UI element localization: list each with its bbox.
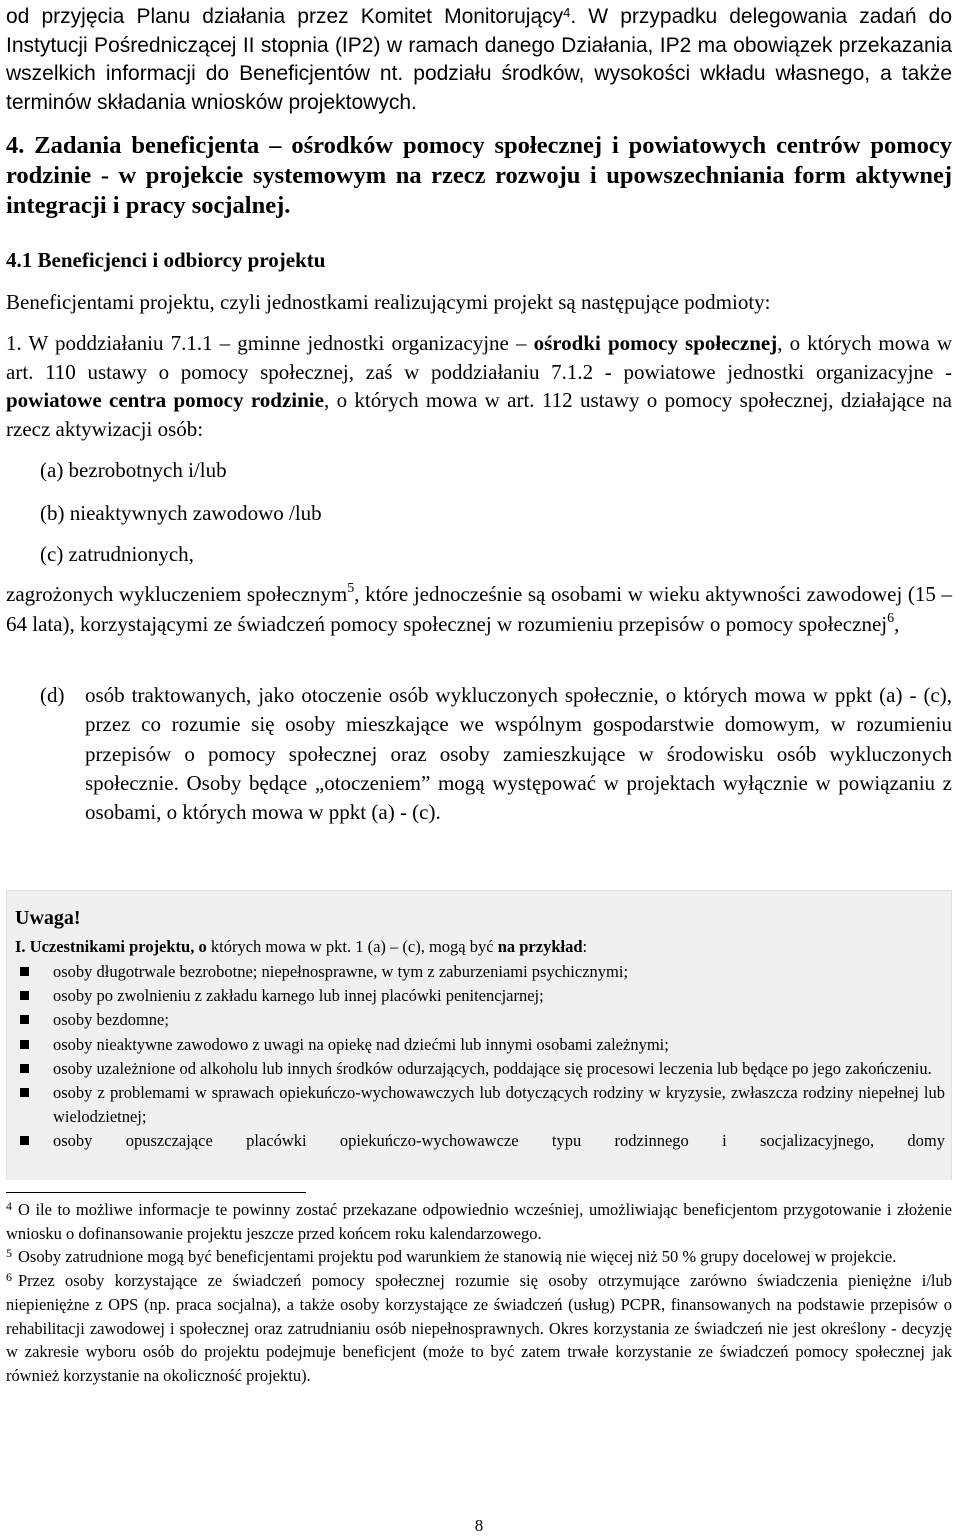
- list-item: osoby uzależnione od alkoholu lub innych środków odurzających, poddające się procesowi leczenia lub będące po jego zakończeniu.: [7, 1057, 952, 1081]
- list-item: osoby długotrwale bezrobotne; niepełnosprawne, w tym z zaburzeniami psychicznymi;: [7, 960, 952, 984]
- section-4-heading: 4. Zadania beneficjenta – ośrodków pomocy społecznej i powiatowych centrów pomocy rodzinie - w projekcie systemowym na rzecz rozwoju i upowszechniania form aktywnej integracji i pracy socjalnej.: [6, 132, 952, 219]
- list-item: osoby po zwolnieniu z zakładu karnego lub innej placówki penitencjarnej;: [7, 984, 952, 1008]
- square-bullet-icon: [20, 1015, 29, 1024]
- square-bullet-icon: [20, 1136, 29, 1145]
- footnote-ref-5[interactable]: 5: [347, 581, 355, 596]
- subitem-a: (a) bezrobotnych i/lub: [40, 458, 227, 482]
- subitem-d-label: (d): [40, 683, 65, 707]
- footnotes: [6, 1198, 952, 1388]
- footnote-5: $^5$ Osoby zatrudnione mogą być beneficjentami projektu pod warunkiem że stanowią nie więcej niż 50 % grupy docelowej w projekcie.: [6, 1246, 897, 1267]
- page-number: 8: [474, 1516, 484, 1535]
- square-bullet-icon: [20, 1088, 29, 1097]
- uwaga-intro: I. Uczestnikami projektu, o których mowa w pkt. 1 (a) – (c), mogą być na przykład:: [15, 937, 588, 956]
- uwaga-list: [7, 960, 952, 1154]
- list-item: osoby z problemami w sprawach opiekuńczo-wychowawczych lub dotyczących rodziny w kryzysie, zwłaszcza rodziny niepełnej lub wielodzietnej;: [7, 1081, 952, 1129]
- square-bullet-icon: [20, 1040, 29, 1049]
- footnote-ref-4[interactable]: 4: [563, 5, 571, 20]
- list-item: osoby nieaktywne zawodowo z uwagi na opiekę nad dziećmi lub innymi osobami zależnymi;: [7, 1033, 952, 1057]
- bold-ops: ośrodki pomocy społecznej: [533, 331, 778, 355]
- footnote-ref-6[interactable]: 6: [887, 610, 895, 626]
- beneficiaries-item-1: 1. W poddziałaniu 7.1.1 – gminne jednostki organizacyjne – ośrodki pomocy społecznej, o których mowa w art. 110 ustawy o pomocy społecznej, zaś w poddziałaniu 7.1.2 - powiatowe jednostki organizacyjne - powiatowe centra pomocy rodzinie, o których mowa w art. 112 ustawy o pomocy społecznej, działające na rzecz aktywizacji osób:: [6, 331, 953, 441]
- list-item: osoby bezdomne;: [7, 1008, 952, 1032]
- subitem-d: [40, 681, 952, 827]
- square-bullet-icon: [20, 991, 29, 1000]
- footnote-6: $^6$ Przez osoby korzystające ze świadczeń pomocy społecznej rozumie się osoby otrzymujące zarówno świadczenia pieniężne i/lub niepieniężne z OPS (np. praca socjalna), a także osoby korzystające ze świadczeń (usług) PCPR, finansowanych na podstawie przepisów o rehabilitacji zawodowej i społecznej oraz zatrudnianiu osób niepełnosprawnych. Okres korzystania ze świadczeń nie jest określony - decyzję w zakresie wyboru osób do projektu podejmuje beneficjent (może to być zatem trwałe korzystanie ze świadczeń pomocy społecznej jak również korzystanie na okoliczność projektu).: [6, 1270, 952, 1385]
- uwaga-box: [6, 890, 952, 1180]
- excluded-persons-paragraph: zagrożonych wykluczeniem społecznym$^5$, które jednocześnie są osobami w wieku aktywności zawodowej (15 – 64 lata), korzystającymi ze świadczeń pomocy społecznej w rozumieniu przepisów o pomocy społecznej$^6$,: [6, 581, 952, 636]
- list-item: osoby opuszczające placówki opiekuńczo-wychowawcze typu rodzinnego i socjalizacyjnego, domy: [7, 1129, 952, 1153]
- section-4-1-heading: 4.1 Beneficjenci i odbiorcy projektu: [6, 248, 326, 272]
- square-bullet-icon: [20, 967, 29, 976]
- subitem-d-text: osób traktowanych, jako otoczenie osób wykluczonych społecznie, o których mowa w ppkt (a) - (c), przez co rozumie się osoby mieszkające we wspólnym gospodarstwie domowym, w rozumieniu przepisów o pomocy społecznej oraz osoby zamieszkujące w środowisku osób wykluczonych społecznie. Osoby będące „otoczeniem” mogą występować w projektach wyłącznie w powiązaniu z osobami, o których mowa w ppkt (a) - (c).: [85, 683, 952, 825]
- uwaga-title: Uwaga!: [15, 907, 81, 929]
- subitem-b: (b) nieaktywnych zawodowo /lub: [40, 501, 322, 525]
- subitem-c: (c) zatrudnionych,: [40, 542, 194, 566]
- section-4-1-lead: Beneficjentami projektu, czyli jednostkami realizującymi projekt są następujące podmioty:: [6, 290, 771, 314]
- intro-paragraph: od przyjęcia Planu działania przez Komitet Monitorujący$^4$. W przypadku delegowania zadań do Instytucji Pośredniczącej II stopnia (IP2) w ramach danego Działania, IP2 ma obowiązek przekazania wszelkich informacji do Beneficjentów nt. podziału środków, wysokości wkładu własnego, a także terminów składania wniosków projektowych.: [6, 5, 952, 114]
- bold-pcpr: powiatowe centra pomocy rodzinie: [6, 388, 324, 413]
- footnote-4: $^4$ O ile to możliwe informacje te powinny zostać przekazane odpowiednio wcześniej, umożliwiając beneficjentom przygotowanie i złożenie wniosku o dofinansowanie projektu jeszcze przed końcem roku kalendarzowego.: [6, 1199, 952, 1243]
- footnote-separator: [6, 1192, 306, 1193]
- square-bullet-icon: [20, 1064, 29, 1073]
